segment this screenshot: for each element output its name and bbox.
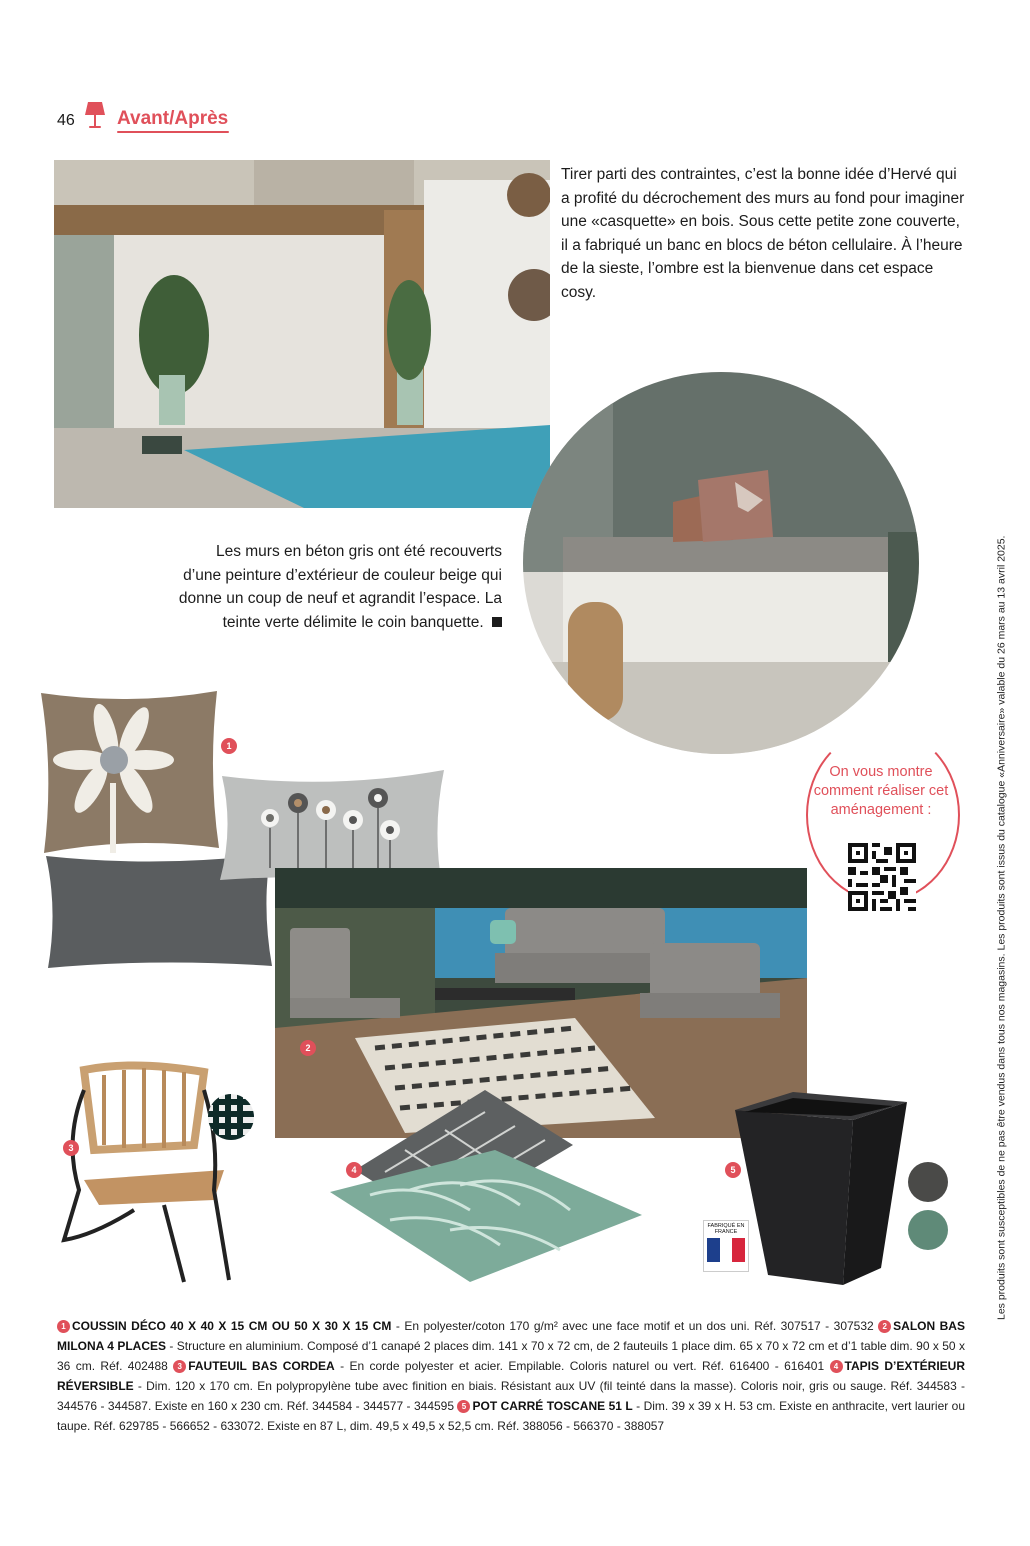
swatch-anthracite <box>908 1162 948 1202</box>
badge-2: 2 <box>300 1040 316 1056</box>
france-flag-icon <box>707 1238 745 1262</box>
footer-num-4: 4 <box>830 1360 843 1373</box>
product-1-desc: - En polyester/coton 170 g/m² avec une face motif et un dos uni. Réf. 307517 - 307532 <box>391 1319 879 1333</box>
product-5-desc: - Dim. 39 x 39 x H. 53 cm. Existe en anthracite, vert laurier ou taupe. Réf. 629785 - 566652 - 633072. Existe en 87 L, dim. 49,5 x 49,5 x 52,5 cm. Réf. 388056 - 566370 - 388057 <box>57 1399 966 1433</box>
cordea-chair-image <box>44 1060 244 1285</box>
toscane-pot-image <box>733 1090 909 1290</box>
product-2-desc: - Structure en aluminium. Composé d’1 canapé 2 places dim. 141 x 70 x 72 cm, de 2 fauteuils 1 place dim. 65 x 70 x 72 cm et d’1 table dim. 90 x 50 x 36 cm. Réf. 402488 <box>57 1339 965 1373</box>
qr-code[interactable] <box>848 843 916 911</box>
section-title: Avant/Après <box>117 108 229 129</box>
swatch-sage <box>908 1210 948 1250</box>
pool-terrace-photo <box>54 160 550 508</box>
product-descriptions <box>57 1316 965 1436</box>
product-5-name: POT CARRÉ TOSCANE 51 L <box>472 1399 633 1413</box>
product-1-name: COUSSIN DÉCO 40 X 40 X 15 CM OU 50 X 30 X 15 CM <box>72 1319 392 1333</box>
section-underline <box>117 131 229 133</box>
end-square-icon <box>492 617 502 627</box>
walls-paragraph <box>175 540 502 634</box>
made-in-france-label: FABRIQUÉ EN FRANCE <box>707 1223 745 1235</box>
intro-paragraph: Tirer parti des contraintes, c’est la bonne idée d’Hervé qui a profité du décrochement des murs au fond pour imaginer une «casquette» en bois. Sous cette petite zone couverte, il a fabriqué un banc en blocs de béton cellulaire. À l’heure de la sieste, l’ombre est la bienvenue dans cet espace cosy. <box>561 166 965 301</box>
made-in-france-badge <box>703 1220 749 1272</box>
lamp-icon <box>84 100 106 130</box>
footer-num-5: 5 <box>457 1400 470 1413</box>
cushion-daisy-image <box>36 688 222 858</box>
badge-5: 5 <box>725 1162 741 1178</box>
product-2-name: SALON BAS MILONA 4 PLACES <box>57 1319 965 1353</box>
product-3-name: FAUTEUIL BAS CORDEA <box>188 1359 335 1373</box>
product-3-desc: - En corde polyester et acier. Empilable. Coloris naturel ou vert. Réf. 616400 - 616401 <box>334 1359 830 1373</box>
footer-num-2: 2 <box>878 1320 891 1333</box>
cordea-weave-swatch <box>208 1094 254 1140</box>
rug-sage-image <box>330 1150 645 1285</box>
badge-4: 4 <box>346 1162 362 1178</box>
callout-text: On vous montre comment réaliser cet aménagement : <box>813 764 949 818</box>
bench-circle-photo <box>523 372 919 754</box>
walls-paragraph-text: Les murs en béton gris ont été recouverts d’une peinture d’extérieur de couleur beige qui donne un coup de neuf et agrandit l’espace. La teinte verte délimite le coin banquette. <box>178 543 502 631</box>
footer-num-3: 3 <box>173 1360 186 1373</box>
product-4-name: TAPIS D’EXTÉRIEUR RÉVERSIBLE <box>57 1359 965 1393</box>
page-number: 46 <box>57 112 75 129</box>
side-legal-note: Les produits sont susceptibles de ne pas être vendus dans tous nos magasins. Les produits sont issus du catalogue «Anniversaire» valable du 26 mars au 13 avril 2025. <box>995 535 1007 1320</box>
badge-1: 1 <box>221 738 237 754</box>
badge-3: 3 <box>63 1140 79 1156</box>
footer-num-1: 1 <box>57 1320 70 1333</box>
product-4-desc: - Dim. 120 x 170 cm. En polypropylène tube avec finition en biais. Résistant aux UV (fil teinté dans la masse). Coloris noir, gris ou sauge. Réf. 344583 - 344576 - 344587. Existe en 160 x 230 cm. Réf. 344584 - 344577 - 344595 <box>57 1379 965 1413</box>
